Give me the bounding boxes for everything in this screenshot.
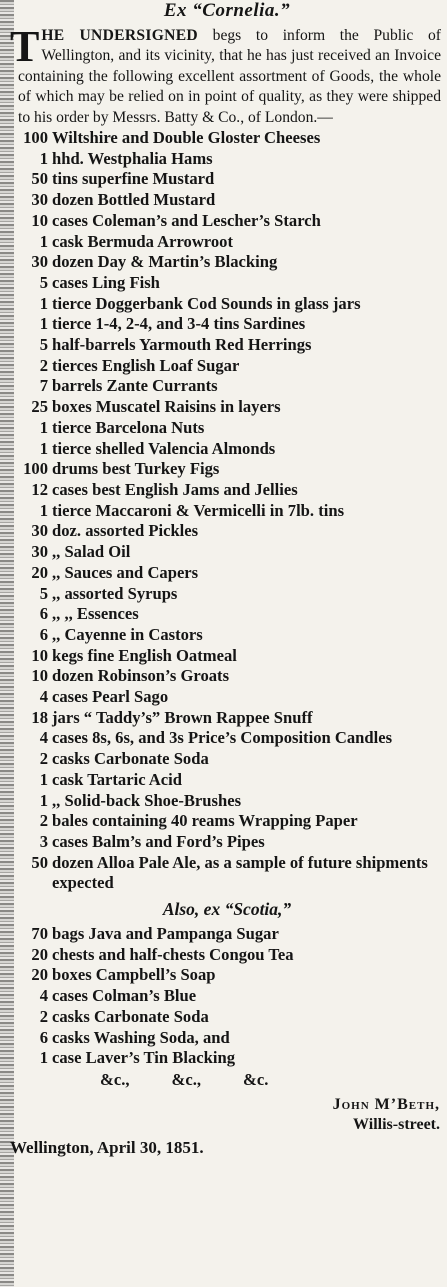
item-description: tierce shelled Valencia Almonds (52, 438, 276, 458)
list-item (10, 356, 444, 377)
item-description: dozen Robinson’s Groats (52, 666, 230, 686)
list-item (10, 604, 444, 625)
item-description: dozen Bottled Mustard (52, 190, 216, 210)
item-quantity: 1 (39, 769, 48, 789)
item-quantity: 1 (39, 438, 48, 458)
item-description: boxes Campbell’s Soap (52, 965, 216, 985)
item-quantity: 6 (39, 1027, 48, 1047)
item-quantity: 10 (31, 210, 48, 230)
item-description: tierce Maccaroni & Vermicelli in 7lb. tins (52, 500, 345, 520)
etc-3: &c. (243, 1069, 269, 1089)
list-item (10, 728, 444, 749)
list-item (10, 791, 444, 812)
item-description: doz. assorted Pickles (52, 521, 199, 541)
item-description: bales containing 40 reams Wrapping Paper (52, 811, 358, 831)
signature-name: John M’Beth, (332, 1095, 440, 1113)
list-item (10, 563, 444, 584)
item-description: tins superfine Mustard (52, 169, 215, 189)
list-item (10, 190, 444, 211)
item-description: ,, Sauces and Capers (52, 562, 199, 582)
item-quantity: 100 (23, 459, 48, 479)
item-description: kegs fine English Oatmeal (52, 645, 237, 665)
item-description: cases Coleman’s and Lescher’s Starch (52, 210, 321, 230)
list-item (10, 646, 444, 667)
item-quantity: 50 (31, 852, 48, 872)
item-description: cases 8s, 6s, and 3s Price’s Composition Candles (52, 728, 393, 748)
intro-caps: HE UNDERSIGNED (41, 27, 198, 44)
etcetera-line (10, 1069, 444, 1091)
item-quantity: 7 (39, 376, 48, 396)
item-quantity: 6 (39, 604, 48, 624)
item-quantity: 12 (31, 479, 48, 499)
list-item (10, 169, 444, 190)
item-quantity: 1 (39, 1048, 48, 1068)
list-item (10, 542, 444, 563)
item-description: cask Bermuda Arrowroot (52, 231, 233, 251)
item-quantity: 10 (31, 666, 48, 686)
list-item (10, 273, 444, 294)
item-description: ,, Cayenne in Castors (52, 624, 203, 644)
list-item (10, 853, 444, 894)
list-item (10, 439, 444, 460)
item-quantity: 20 (31, 965, 48, 985)
item-quantity: 1 (39, 500, 48, 520)
item-description: dozen Day & Martin’s Blacking (52, 252, 278, 272)
ad-title: Ex “Cornelia.” (163, 0, 291, 21)
item-quantity: 1 (39, 148, 48, 168)
item-quantity: 100 (23, 128, 48, 148)
item-quantity: 1 (39, 790, 48, 810)
list-item (10, 232, 444, 253)
list-item (10, 666, 444, 687)
item-quantity: 2 (39, 749, 48, 769)
item-description: ,, assorted Syrups (52, 583, 178, 603)
list-item (10, 418, 444, 439)
list-item (10, 521, 444, 542)
item-description: Wiltshire and Double Gloster Cheeses (52, 128, 321, 148)
item-description: barrels Zante Currants (52, 376, 218, 396)
list-item (10, 480, 444, 501)
drop-cap: T (10, 22, 40, 71)
list-item (10, 397, 444, 418)
list-item (10, 811, 444, 832)
list-item (10, 1048, 444, 1069)
item-description: cases best English Jams and Jellies (52, 479, 298, 499)
item-quantity: 30 (31, 252, 48, 272)
item-description: cases Pearl Sago (52, 687, 169, 707)
item-description: tierces English Loaf Sugar (52, 355, 240, 375)
subheading-scotia: Also, ex “Scotia,” (162, 899, 292, 920)
list-item (10, 986, 444, 1007)
list-item (10, 294, 444, 315)
item-quantity: 50 (31, 169, 48, 189)
list-item (10, 314, 444, 335)
item-quantity: 2 (39, 1006, 48, 1026)
list-item (10, 252, 444, 273)
item-description: drums best Turkey Figs (52, 459, 220, 479)
item-quantity: 3 (39, 831, 48, 851)
item-description: hhd. Westphalia Hams (52, 148, 213, 168)
item-description: bags Java and Pampanga Sugar (52, 924, 279, 944)
item-description: cases Balm’s and Ford’s Pipes (52, 831, 265, 851)
item-description: case Laver’s Tin Blacking (52, 1048, 236, 1068)
item-quantity: 18 (31, 707, 48, 727)
list-item (10, 770, 444, 791)
item-description: ,, Salad Oil (52, 542, 131, 562)
item-description: dozen Alloa Pale Ale, as a sample of future shipments expected (52, 852, 428, 893)
item-description: half-barrels Yarmouth Red Herrings (52, 335, 312, 355)
item-quantity: 5 (39, 335, 48, 355)
item-description: chests and half-chests Congou Tea (52, 944, 294, 964)
item-quantity: 4 (39, 986, 48, 1006)
list-item (10, 1028, 444, 1049)
item-quantity: 5 (39, 272, 48, 292)
item-description: casks Carbonate Soda (52, 749, 209, 769)
intro-paragraph (10, 22, 444, 128)
list-item (10, 945, 444, 966)
list-item (10, 749, 444, 770)
item-quantity: 6 (39, 624, 48, 644)
dateline: Wellington, April 30, 1851. (10, 1137, 204, 1157)
item-quantity: 2 (39, 355, 48, 375)
item-quantity: 1 (39, 417, 48, 437)
item-quantity: 2 (39, 811, 48, 831)
item-quantity: 1 (39, 314, 48, 334)
item-description: cases Ling Fish (52, 272, 160, 292)
item-description: casks Carbonate Soda (52, 1006, 209, 1026)
item-quantity: 10 (31, 645, 48, 665)
list-item (10, 687, 444, 708)
item-description: jars “ Taddy’s” Brown Rappee Snuff (52, 707, 313, 727)
list-item (10, 965, 444, 986)
item-description: boxes Muscatel Raisins in layers (52, 397, 281, 417)
item-quantity: 4 (39, 728, 48, 748)
item-quantity: 20 (31, 562, 48, 582)
list-item (10, 128, 444, 149)
item-description: casks Washing Soda, and (52, 1027, 230, 1047)
item-quantity: 70 (31, 924, 48, 944)
item-description: tierce Barcelona Nuts (52, 417, 205, 437)
item-quantity: 25 (31, 397, 48, 417)
etc-2: &c., (171, 1069, 201, 1089)
item-quantity: 20 (31, 944, 48, 964)
item-quantity: 1 (39, 293, 48, 313)
item-description: tierce Doggerbank Cod Sounds in glass jars (52, 293, 361, 313)
item-quantity: 1 (39, 231, 48, 251)
list-item (10, 376, 444, 397)
item-description: ,, ,, Essences (52, 604, 139, 624)
list-item (10, 832, 444, 853)
list-item (10, 924, 444, 945)
list-item (10, 625, 444, 646)
list-item (10, 501, 444, 522)
item-quantity: 30 (31, 542, 48, 562)
signature (10, 1095, 444, 1135)
signature-street: Willis-street. (353, 1115, 440, 1133)
goods-list (10, 128, 444, 894)
goods-list-scotia (10, 924, 444, 1069)
item-description: tierce 1-4, 2-4, and 3-4 tins Sardines (52, 314, 306, 334)
list-item (10, 335, 444, 356)
list-item (10, 584, 444, 605)
list-item (10, 149, 444, 170)
list-item (10, 459, 444, 480)
advertisement (10, 0, 444, 1159)
item-quantity: 5 (39, 583, 48, 603)
item-quantity: 30 (31, 190, 48, 210)
list-item (10, 708, 444, 729)
item-quantity: 4 (39, 687, 48, 707)
item-quantity: 30 (31, 521, 48, 541)
item-description: cases Colman’s Blue (52, 986, 197, 1006)
list-item (10, 1007, 444, 1028)
item-description: cask Tartaric Acid (52, 769, 182, 789)
etc-1: &c., (100, 1069, 130, 1089)
intro-text: begs to inform the Public of Wellington, and its vicinity, that he has just received an Invoice containing the following excellent assortment of Goods, the whole of which may be relied on in point of quality, as they were shipped to his order by Messrs. Batty & Co., of London.— (18, 27, 442, 126)
item-description: ,, Solid-back Shoe-Brushes (52, 790, 242, 810)
list-item (10, 211, 444, 232)
